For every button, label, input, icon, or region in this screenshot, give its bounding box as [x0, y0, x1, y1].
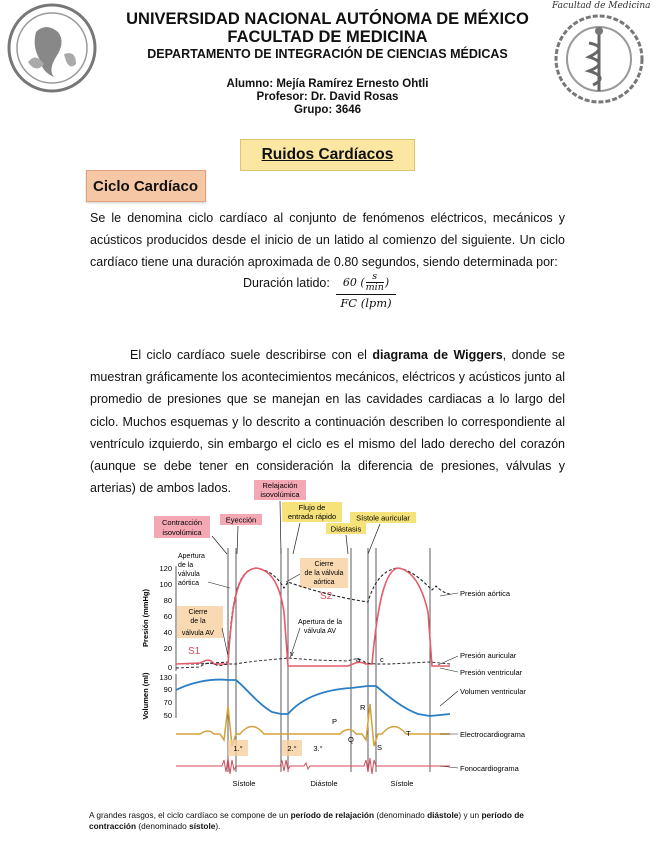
student-name: Alumno: Mejía Ramírez Ernesto Ohtli	[226, 78, 429, 90]
caption-b3: período de contracción	[89, 810, 524, 831]
paragraph-wiggers-after: , donde se muestran gráficamente los acontecimientos mecánicos, eléctricos y acústicos junto al promedio de presiones que se manejan en las cavidades cardiacas a lo largo del ciclo. Muchos esquemas y lo descrito a continuación describen lo correspondiente al ventrículo izquierdo, sin embargo el ciclo es el mismo del lado derecho del corazón (aunque se debe tener en consideración la diferencia de presiones, válvulas y arterias) de ambos lados.	[90, 348, 566, 496]
paragraph-wiggers-text	[90, 344, 565, 499]
legend-presion-ventricular: Presión ventricular	[460, 668, 523, 677]
legend-presion-aortica: Presión aórtica	[460, 589, 511, 598]
ann-cierre-aortica-2: de la válvula	[304, 570, 344, 577]
v-tick-70: 70	[163, 698, 172, 707]
wave-r: R	[360, 703, 366, 712]
legend-electrocardiograma: Electrocardiograma	[460, 730, 526, 739]
formula-min: min	[365, 282, 384, 293]
caption-t5: ).	[215, 821, 221, 831]
caption-t4: (denominado	[136, 821, 190, 831]
paragraph-intro-text: Se le denomina ciclo cardíaco al conjunto de fenómenos eléctricos, mecánicos y acústicos producidos desde el inicio de un latido al comienzo del siguiente. Un ciclo cardíaco tiene una duración aproximada de 0.80 segundos, siendo determinada por:	[90, 211, 565, 270]
ann-cierre-aortica-3: aórtica	[313, 579, 335, 586]
ann-apertura-aortica-1: Apertura	[178, 553, 205, 560]
formula-denominator: FC (lpm)	[340, 296, 392, 310]
heart-sound-2: 2.°	[287, 744, 297, 753]
group-number: Grupo: 3646	[293, 104, 362, 116]
phase-sistole-1: Sístole	[232, 779, 256, 788]
figure-caption	[89, 810, 569, 832]
formula-numerator-prefix: 60 (	[342, 276, 365, 289]
page-title-text: Ruidos Cardíacos	[261, 146, 394, 163]
legend-volumen-ventricular: Volumen ventricular	[460, 687, 526, 696]
label-relajacion-2: isovolúmica	[260, 490, 300, 499]
ann-apertura-av-1: Apertura de la	[298, 619, 342, 626]
label-relajacion-1: Relajación	[262, 481, 298, 490]
ann-apertura-aortica-4: aórtica	[178, 580, 200, 587]
heart-sound-1: 1.°	[233, 744, 243, 753]
caption-b2: diástole	[427, 810, 459, 820]
v-tick-90: 90	[163, 685, 172, 694]
ann-cierre-av-3: válvula AV	[181, 630, 215, 637]
legend-presion-auricular: Presión auricular	[460, 651, 517, 660]
volume-axis-label: Volumen (ml)	[141, 672, 150, 720]
wave-p: P	[332, 717, 338, 726]
label-eyeccion: Eyección	[225, 515, 257, 525]
formula-fraction	[336, 272, 396, 310]
ann-apertura-aortica-3: válvula	[178, 571, 200, 578]
legend-fonocardiograma: Fonocardiograma	[460, 764, 519, 773]
caption-t3: ) y un	[458, 810, 482, 820]
ann-s1: S1	[188, 646, 201, 657]
p-tick-20: 20	[163, 644, 172, 653]
p-tick-80: 80	[163, 596, 172, 605]
caption-t2: (denominado	[374, 810, 428, 820]
wave-s: S	[377, 743, 383, 752]
p-tick-0: 0	[167, 663, 172, 672]
label-contraccion-2: isovolúmica	[162, 528, 202, 537]
label-flujo-2: entrada rápido	[287, 512, 337, 521]
wave-a: a	[356, 655, 361, 664]
formula-s: s	[372, 271, 378, 282]
formula-numerator-suffix: )	[384, 276, 390, 289]
paragraph-intro	[90, 207, 565, 274]
facultad-label: Facultad de Medicina	[552, 1, 651, 11]
page-title	[240, 139, 415, 171]
caption-b1: período de relajación	[290, 810, 375, 820]
paragraph-wiggers	[90, 344, 565, 499]
ann-cierre-aortica-1: Cierre	[314, 561, 334, 568]
ann-s2: S2	[320, 591, 333, 602]
caption-t1: A grandes rasgos, el ciclo cardíaco se compone de un	[89, 810, 291, 820]
label-flujo-1: Flujo de	[298, 503, 326, 512]
label-diastasis: Diástasis	[330, 524, 362, 534]
wave-q: Q	[348, 735, 354, 744]
ann-apertura-aortica-2: de la	[178, 562, 194, 569]
heart-sound-3: 3.°	[313, 744, 323, 753]
p-tick-100: 100	[159, 580, 172, 589]
v-tick-50: 50	[163, 711, 172, 720]
ann-apertura-av-2: válvula AV	[303, 628, 337, 635]
pressure-axis-label: Presión (mmHg)	[141, 589, 150, 647]
v-tick-130: 130	[159, 673, 172, 682]
university-title: UNIVERSIDAD NACIONAL AUTÓNOMA DE MÉXICO	[126, 10, 529, 28]
ann-cierre-av-2: de la	[190, 618, 206, 625]
p-tick-40: 40	[163, 628, 172, 637]
wiggers-bold-term: diagrama de Wiggers	[372, 348, 503, 362]
wave-t: T	[406, 729, 411, 738]
phase-sistole-2: Sístole	[390, 779, 414, 788]
section-heading-text: Ciclo Cardíaco	[93, 177, 199, 195]
formula-label: Duración latido:	[243, 276, 330, 290]
wiggers-diagram	[140, 478, 560, 800]
wave-c: c	[380, 655, 384, 664]
faculty-title: FACULTAD DE MEDICINA	[227, 28, 428, 46]
p-tick-120: 120	[159, 564, 172, 573]
paragraph-wiggers-before: El ciclo cardíaco suele describirse con el	[130, 348, 373, 362]
professor-name: Profesor: Dr. David Rosas	[256, 91, 399, 103]
caption-b4: sístole	[189, 821, 216, 831]
p-tick-60: 60	[163, 612, 172, 621]
phase-diastole: Diástole	[310, 779, 338, 788]
department-title: DEPARTAMENTO DE INTEGRACIÓN DE CIENCIAS MÉDICAS	[147, 47, 508, 61]
wave-v: v	[290, 649, 294, 658]
label-contraccion-1: Contracción	[161, 518, 203, 527]
ann-cierre-av-1: Cierre	[188, 609, 208, 616]
label-sistole-auricular: Sístole auricular	[356, 513, 410, 523]
section-heading	[86, 170, 206, 202]
